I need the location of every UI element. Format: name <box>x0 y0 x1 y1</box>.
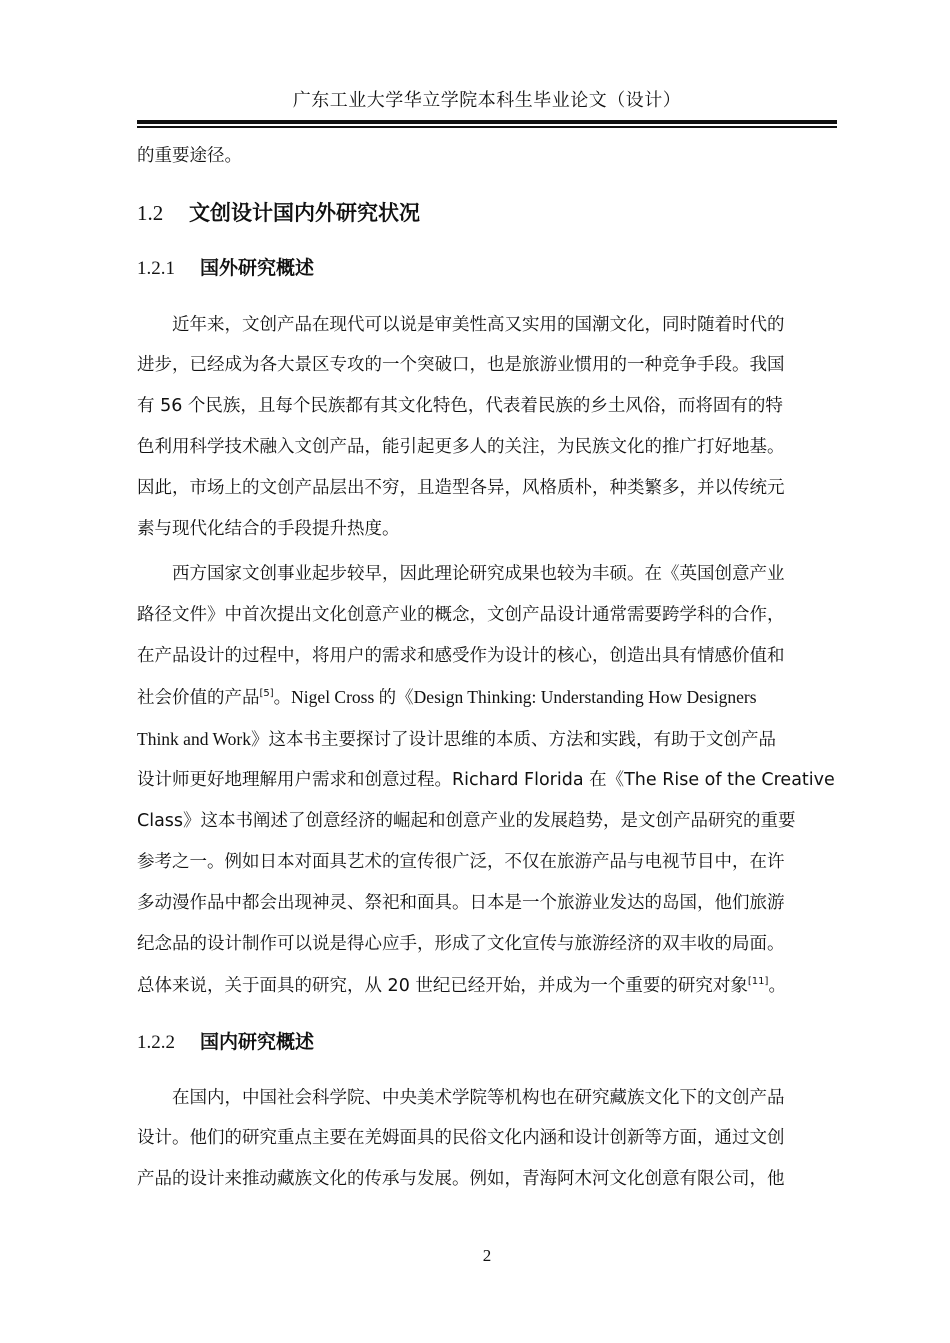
para1-line: 近年来，文创产品在现代可以说是审美性高又实用的国潮文化，同时随着时代的 <box>172 315 785 335</box>
para1-line: 素与现代化结合的手段提升热度。 <box>137 519 400 539</box>
para3-line: 产品的设计来推动藏族文化的传承与发展。例如，青海阿木河文化创意有限公司，他 <box>137 1169 785 1189</box>
subsection-heading-2 <box>137 1027 314 1054</box>
para1-line: 进步，已经成为各大景区专攻的一个突破口，也是旅游业惯用的一种竞争手段。我国 <box>137 355 785 375</box>
para2-line: 西方国家文创事业起步较早，因此理论研究成果也较为丰硕。在《英国创意产业 <box>172 564 785 584</box>
subsection-title: 国外研究概述 <box>200 257 315 279</box>
para1-line: 有 56 个民族，且每个民族都有其文化特色，代表着民族的乡土风俗，而将固有的特 <box>137 396 783 416</box>
subsection-heading-1 <box>137 253 314 280</box>
subsection-number: 1.2.2 <box>137 1032 175 1053</box>
header-rule-thick <box>137 120 837 124</box>
section-heading <box>137 197 420 227</box>
para1-line: 色利用科学技术融入文创产品，能引起更多人的关注，为民族文化的推广打好地基。 <box>137 437 785 457</box>
para2-line: Class》这本书阐述了创意经济的崛起和创意产业的发展趋势，是文创产品研究的重要 <box>137 811 796 831</box>
para2-line: 参考之一。例如日本对面具艺术的宣传很广泛，不仅在旅游产品与电视节目中，在许 <box>137 852 785 872</box>
section-number: 1.2 <box>137 201 164 225</box>
running-header: 广东工业大学华立学院本科生毕业论文（设计） <box>292 90 682 111</box>
para3-line: 设计。他们的研究重点主要在羌姆面具的民俗文化内涵和设计创新等方面，通过文创 <box>137 1128 785 1148</box>
para2-line: 多动漫作品中都会出现神灵、祭祀和面具。日本是一个旅游业发达的岛国，他们旅游 <box>137 893 785 913</box>
para3-line: 在国内，中国社会科学院、中央美术学院等机构也在研究藏族文化下的文创产品 <box>172 1088 785 1108</box>
subsection-number: 1.2.1 <box>137 258 175 279</box>
header-rule-thin <box>137 126 837 128</box>
subsection-title: 国内研究概述 <box>200 1031 315 1053</box>
para2-line: Think and Work》这本书主要探讨了设计思维的本质、方法和实践，有助于文创产品 <box>137 729 776 749</box>
para2-line: 设计师更好地理解用户需求和创意过程。Richard Florida 在《The Rise of the Creative <box>137 770 835 790</box>
para2-line: 纪念品的设计制作可以说是得心应手，形成了文化宣传与旅游经济的双丰收的局面。 <box>137 934 785 954</box>
intro-tail-line: 的重要途径。 <box>137 146 242 166</box>
para2-line: 在产品设计的过程中，将用户的需求和感受作为设计的核心，创造出具有情感价值和 <box>137 646 785 666</box>
citation: [5] <box>259 688 274 700</box>
page-number: 2 <box>482 1246 492 1265</box>
para2-line: 总体来说，关于面具的研究，从 20 世纪已经开始，并成为一个重要的研究对象[11]。 <box>137 976 786 996</box>
para2-line: 社会价值的产品[5]。Nigel Cross 的《Design Thinking: Understanding How Designers <box>137 687 757 708</box>
para2-line: 路径文件》中首次提出文化创意产业的概念，文创产品设计通常需要跨学科的合作， <box>137 605 785 625</box>
para1-line: 因此，市场上的文创产品层出不穷，且造型各异，风格质朴，种类繁多，并以传统元 <box>137 478 785 498</box>
section-title: 文创设计国内外研究状况 <box>189 201 420 225</box>
citation: [11] <box>747 976 769 988</box>
